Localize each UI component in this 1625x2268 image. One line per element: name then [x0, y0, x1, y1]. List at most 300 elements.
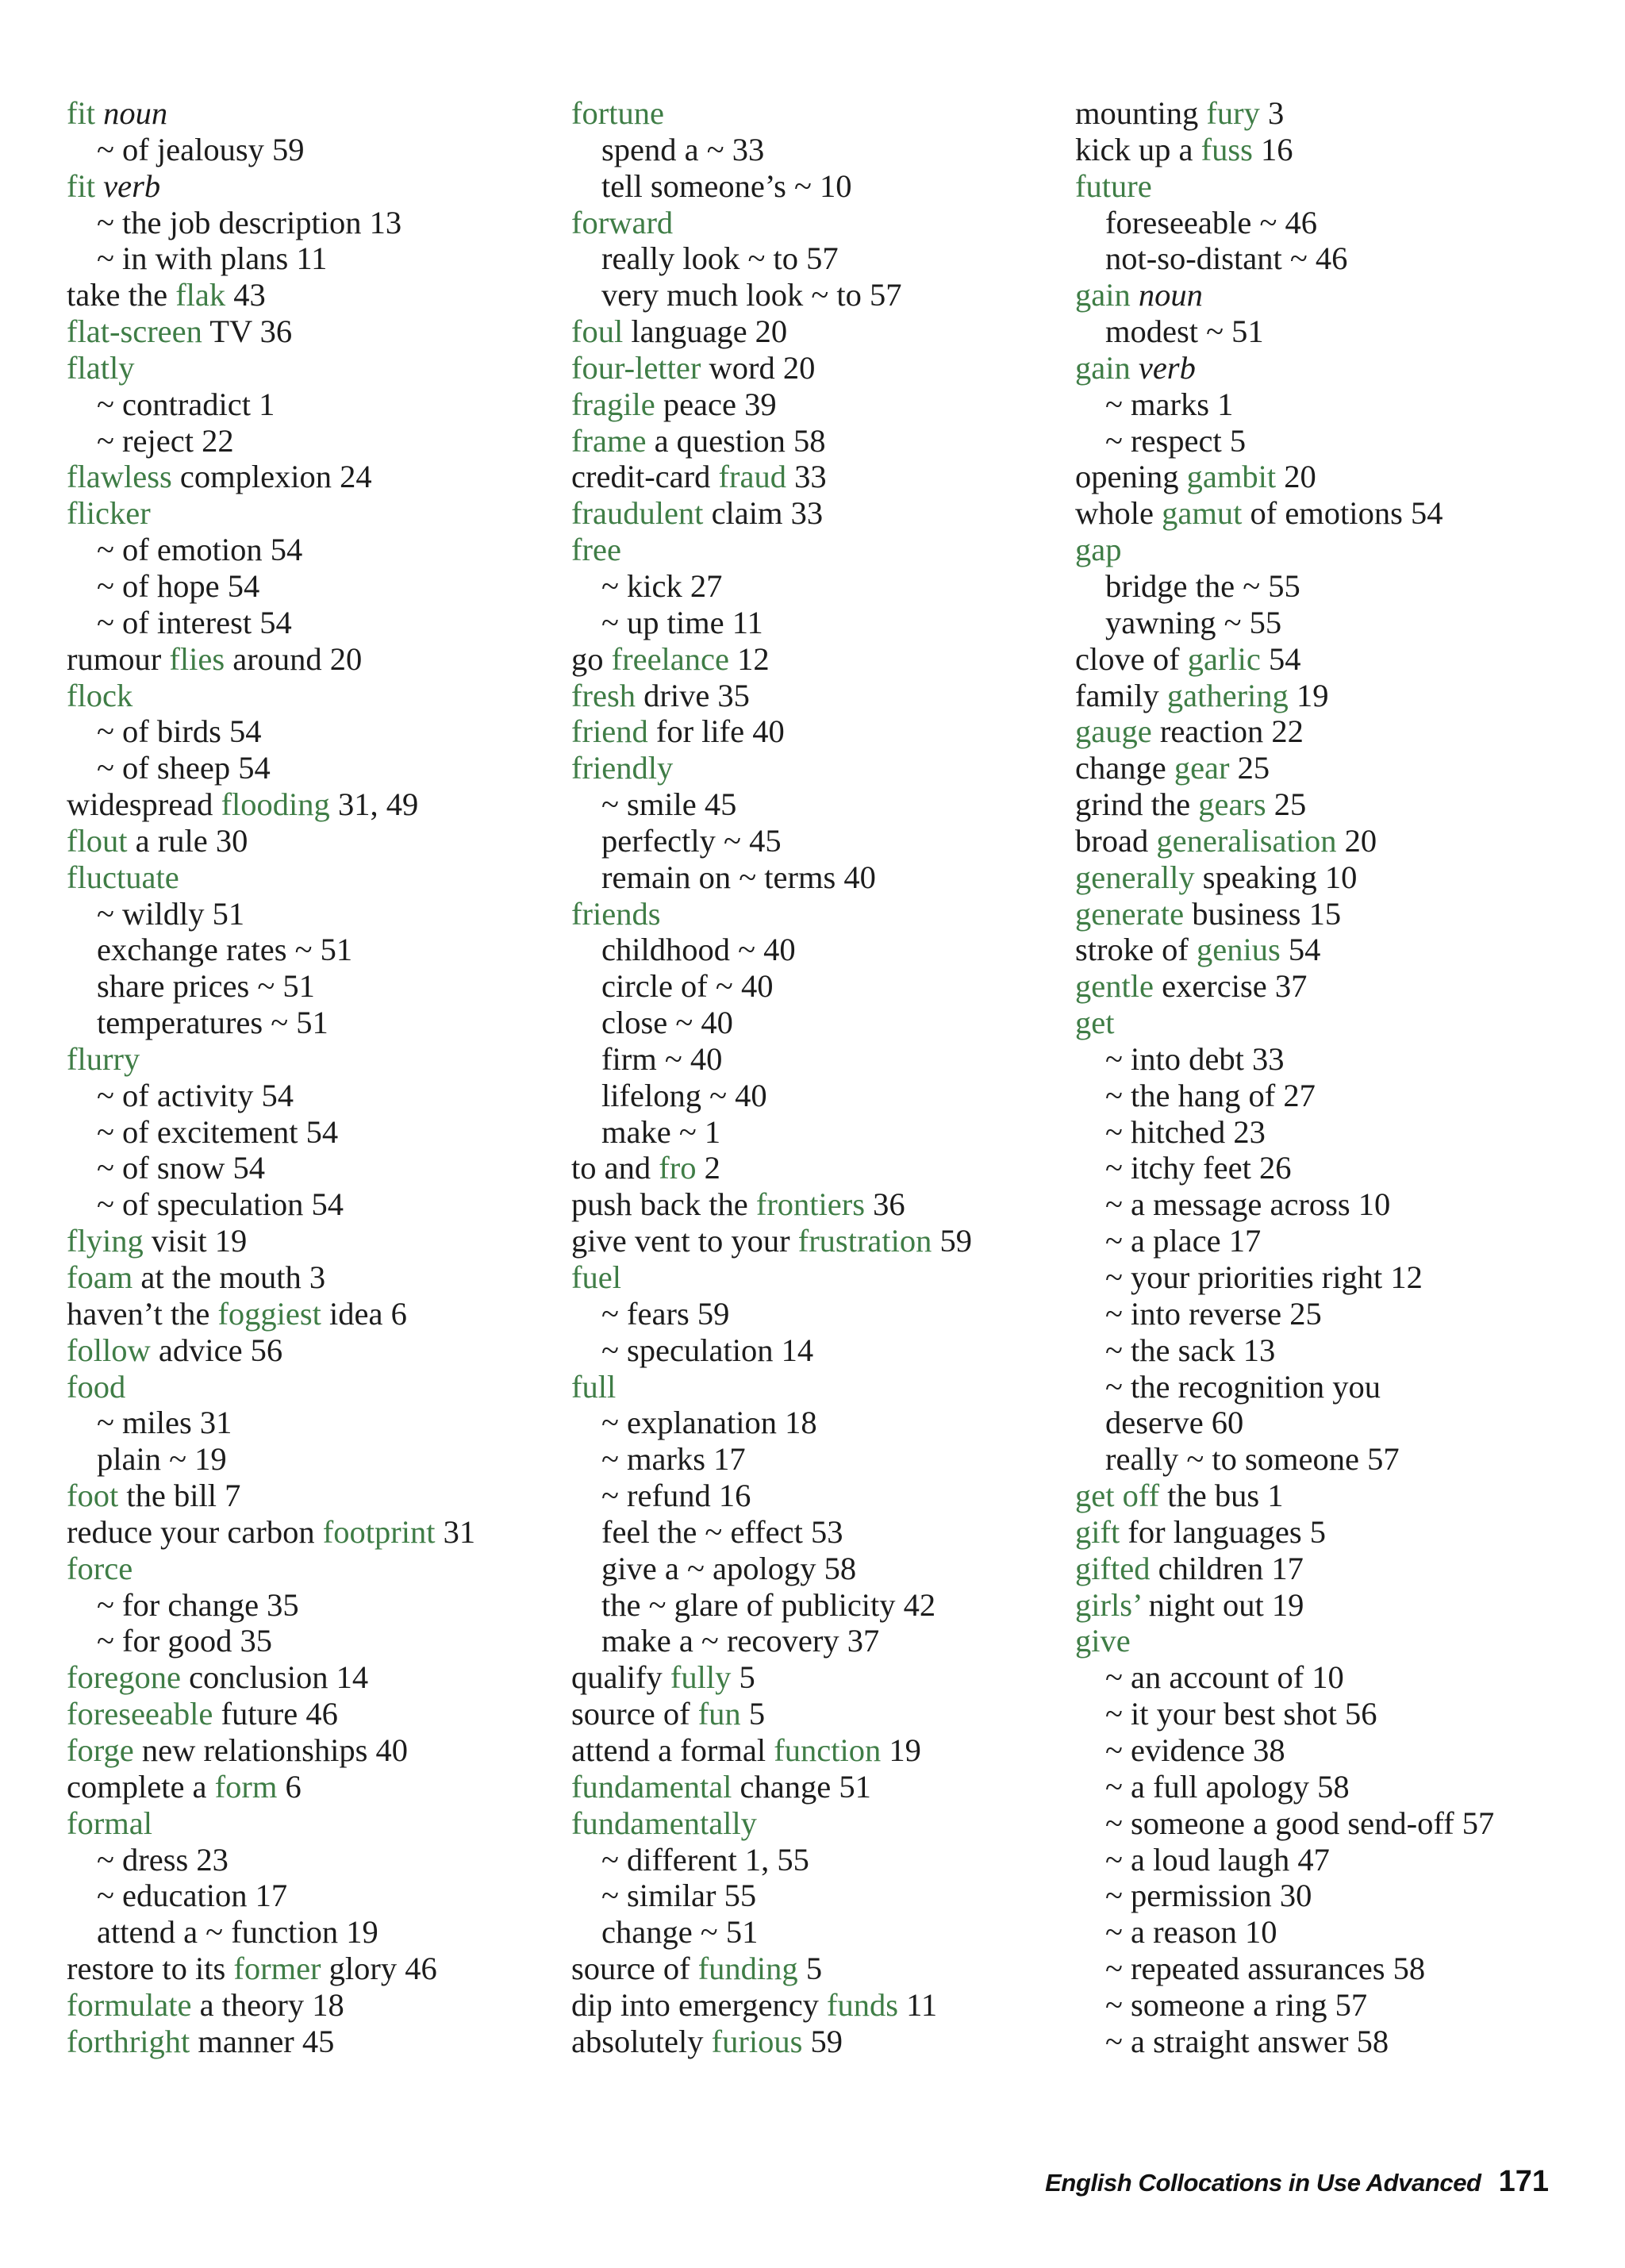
page-footer — [1045, 2165, 1549, 2199]
index-entry — [1075, 459, 1583, 495]
entry-text: plain ~ 19 — [97, 1441, 227, 1478]
entry-text: peace 39 — [655, 386, 777, 422]
index-subentry — [571, 1478, 1063, 1514]
headword: fluctuate — [67, 859, 179, 895]
headword: former — [233, 1951, 321, 1987]
index-subentry — [67, 1914, 559, 1951]
index-entry — [571, 532, 1063, 568]
entry-text: glory 46 — [321, 1951, 437, 1987]
entry-text: 20 — [1336, 822, 1377, 859]
index-entry — [571, 95, 1063, 132]
headword: garlic — [1187, 640, 1261, 677]
entry-text: ~ respect 5 — [1105, 422, 1247, 459]
index-entry — [67, 1732, 559, 1769]
index-entry — [67, 1987, 559, 2024]
index-entry — [1075, 1623, 1583, 1659]
headword: foam — [67, 1259, 133, 1295]
index-subentry — [1075, 386, 1583, 423]
index-subentry — [1075, 1805, 1583, 1842]
headword: gamut — [1162, 495, 1243, 532]
entry-text — [95, 168, 103, 204]
headword: future — [1075, 167, 1152, 204]
entry-text: ~ someone a good send-off 57 — [1105, 1805, 1495, 1841]
entry-text: whole — [1075, 495, 1162, 532]
headword: fortune — [571, 95, 664, 131]
entry-text: ~ fears 59 — [601, 1295, 730, 1332]
index-subentry — [571, 1914, 1063, 1951]
headword: genius — [1196, 932, 1281, 968]
index-subentry — [571, 1514, 1063, 1551]
index-column-3 — [1075, 95, 1583, 2060]
headword: fuel — [571, 1259, 621, 1295]
index-subentry — [571, 1441, 1063, 1478]
index-subentry — [1075, 1332, 1583, 1369]
index-subentry — [1075, 1769, 1583, 1805]
index-subentry — [571, 859, 1063, 896]
headword: give — [1075, 1623, 1131, 1659]
index-entry — [571, 205, 1063, 241]
headword: friendly — [571, 750, 674, 786]
entry-text: very much look ~ to 57 — [601, 277, 902, 313]
headword: forward — [571, 204, 674, 240]
entry-text: ~ of excitement 54 — [97, 1113, 339, 1150]
index-subentry — [571, 786, 1063, 823]
entry-text: 2 — [696, 1150, 720, 1186]
index-entry — [571, 1951, 1063, 1987]
entry-text: ~ explanation 18 — [601, 1405, 817, 1441]
entry-text: 36 — [865, 1186, 905, 1223]
entry-text: 25 — [1266, 786, 1307, 823]
index-entry — [571, 1150, 1063, 1186]
headword: force — [67, 1550, 133, 1586]
entry-text: ~ of sheep 54 — [97, 750, 271, 786]
entry-text: ~ into debt 33 — [1105, 1040, 1285, 1077]
headword: gathering — [1166, 677, 1289, 713]
entry-text: a rule 30 — [127, 822, 248, 859]
entry-text: reaction 22 — [1151, 713, 1304, 750]
entry-text: 31 — [435, 1513, 476, 1550]
index-entry — [571, 713, 1063, 750]
index-subentry — [571, 1114, 1063, 1151]
index-entry — [571, 423, 1063, 459]
index-subentry — [67, 968, 559, 1005]
index-entry — [67, 313, 559, 350]
entry-text: a theory 18 — [191, 1986, 344, 2023]
index-entry — [1075, 968, 1583, 1005]
entry-text: 31, 49 — [329, 786, 419, 823]
headword: follow — [67, 1332, 151, 1368]
entry-text: idea 6 — [321, 1295, 407, 1332]
headword: fresh — [571, 677, 636, 713]
entry-text: for languages 5 — [1120, 1513, 1327, 1550]
entry-text: ~ an account of 10 — [1105, 1659, 1344, 1696]
entry-text: ~ wildly 51 — [97, 895, 245, 932]
entry-text: ~ someone a ring 57 — [1105, 1986, 1368, 2023]
entry-text: exercise 37 — [1153, 968, 1308, 1005]
index-subentry — [67, 1005, 559, 1041]
index-subentry — [571, 277, 1063, 313]
entry-text: 19 — [1288, 677, 1329, 713]
headword: flat-screen — [67, 313, 202, 350]
index-entry — [1075, 896, 1583, 932]
index-subentry — [1075, 605, 1583, 641]
headword: footprint — [322, 1513, 436, 1550]
entry-text: really look ~ to 57 — [601, 240, 839, 277]
index-subentry — [1075, 1732, 1583, 1769]
entry-text: ~ a full apology 58 — [1105, 1768, 1350, 1805]
entry-text: go — [571, 640, 612, 677]
headword: flooding — [221, 786, 330, 823]
index-entry — [571, 1987, 1063, 2024]
entry-text: ~ miles 31 — [97, 1405, 232, 1441]
entry-text: ~ of emotion 54 — [97, 532, 303, 568]
index-subentry — [67, 896, 559, 932]
entry-text: not-so-distant ~ 46 — [1105, 240, 1348, 277]
index-entry — [571, 386, 1063, 423]
index-entry — [571, 1223, 1063, 1259]
headword: fun — [697, 1696, 741, 1732]
entry-text: ~ education 17 — [97, 1878, 288, 1914]
headword: get — [1075, 1005, 1115, 1041]
index-entry — [67, 350, 559, 386]
entry-text: ~ the sack 13 — [1105, 1332, 1276, 1368]
entry-text: perfectly ~ 45 — [601, 822, 782, 859]
entry-text: around 20 — [225, 640, 363, 677]
headword: funds — [827, 1986, 899, 2023]
index-subentry — [1075, 1842, 1583, 1878]
entry-text: 3 — [1259, 95, 1285, 131]
entry-text: give a ~ apology 58 — [601, 1550, 857, 1586]
entry-text: 16 — [1252, 131, 1293, 167]
headword: fit — [67, 95, 95, 131]
index-subentry — [67, 750, 559, 786]
headword: furious — [711, 2023, 803, 2059]
index-entry — [1075, 132, 1583, 168]
index-entry — [571, 750, 1063, 786]
entry-text: ~ of activity 54 — [97, 1077, 294, 1113]
entry-text: opening — [1075, 459, 1187, 495]
entry-text: widespread — [67, 786, 221, 823]
entry-text: 11 — [898, 1986, 938, 2023]
headword: fury — [1206, 95, 1260, 131]
entry-text: ~ a straight answer 58 — [1105, 2023, 1389, 2059]
index-entry — [67, 678, 559, 714]
index-subentry — [67, 713, 559, 750]
entry-text: ~ it your best shot 56 — [1105, 1696, 1377, 1732]
index-subentry — [1075, 205, 1583, 241]
entry-text: give vent to your — [571, 1223, 798, 1259]
entry-text: credit-card — [571, 459, 719, 495]
entry-text: ~ a loud laugh 47 — [1105, 1841, 1330, 1878]
index-entry — [67, 1332, 559, 1369]
headword: function — [774, 1732, 882, 1768]
headword: forge — [67, 1732, 134, 1768]
headword: flicker — [67, 495, 151, 532]
entry-text: visit 19 — [143, 1223, 248, 1259]
index-entry — [1075, 277, 1583, 313]
entry-text: change — [1075, 750, 1174, 786]
headword: gears — [1198, 786, 1266, 823]
entry-text: advice 56 — [150, 1332, 283, 1368]
index-subentry — [67, 1114, 559, 1151]
headword: frame — [571, 422, 647, 459]
headword: form — [214, 1768, 278, 1805]
headword: friend — [571, 713, 648, 750]
index-entry — [1075, 532, 1583, 568]
headword: gap — [1075, 532, 1122, 568]
index-subentry — [571, 932, 1063, 968]
entry-text: ~ a reason 10 — [1105, 1914, 1277, 1951]
entry-text: 6 — [277, 1768, 302, 1805]
index-subentry — [1075, 1078, 1583, 1114]
entry-text: ~ the hang of 27 — [1105, 1077, 1316, 1113]
entry-text: language 20 — [623, 313, 788, 350]
entry-text: yawning ~ 55 — [1105, 604, 1282, 640]
entry-text: deserve 60 — [1105, 1405, 1244, 1441]
index-entry — [67, 2024, 559, 2060]
entry-text: ~ of speculation 54 — [97, 1186, 344, 1223]
index-subentry — [1075, 1987, 1583, 2024]
index-entry — [571, 1805, 1063, 1842]
entry-text: attend a ~ function 19 — [97, 1914, 378, 1951]
index-subentry — [1075, 240, 1583, 277]
index-subentry — [67, 1186, 559, 1223]
headword: flies — [169, 640, 225, 677]
entry-text: exchange rates ~ 51 — [97, 932, 353, 968]
index-entry — [67, 1551, 559, 1587]
entry-text: 19 — [881, 1732, 921, 1768]
headword: fuss — [1201, 131, 1253, 167]
index-entry — [67, 786, 559, 823]
index-entry — [1075, 168, 1583, 205]
entry-text: complete a — [67, 1768, 215, 1805]
index-subentry — [67, 240, 559, 277]
headword: flock — [67, 677, 133, 713]
index-subentry — [67, 1878, 559, 1914]
entry-text: tell someone’s ~ 10 — [601, 167, 852, 204]
index-entry — [67, 168, 559, 205]
entry-text: temperatures ~ 51 — [97, 1005, 328, 1041]
entry-text: share prices ~ 51 — [97, 968, 315, 1005]
entry-text: ~ kick 27 — [601, 567, 723, 604]
entry-text: ~ marks 17 — [601, 1441, 746, 1478]
entry-text: rumour — [67, 640, 170, 677]
entry-text: close ~ 40 — [601, 1005, 733, 1041]
index-subentry — [571, 1587, 1063, 1624]
index-subentry — [1075, 1369, 1583, 1405]
headword: fragile — [571, 386, 655, 422]
entry-text: ~ similar 55 — [601, 1878, 757, 1914]
entry-text: clove of — [1075, 640, 1188, 677]
entry-text: for life 40 — [647, 713, 785, 750]
index-subentry — [1075, 1259, 1583, 1296]
headword: full — [571, 1368, 617, 1405]
index-subentry — [1075, 423, 1583, 459]
entry-text: circle of ~ 40 — [601, 968, 774, 1005]
index-entry — [571, 350, 1063, 386]
entry-text: make a ~ recovery 37 — [601, 1623, 880, 1659]
entry-text: 59 — [802, 2023, 843, 2059]
headword: fundamental — [571, 1768, 732, 1805]
entry-text: speaking 10 — [1194, 859, 1358, 895]
headword: foregone — [67, 1659, 181, 1696]
entry-text: ~ repeated assurances 58 — [1105, 1951, 1426, 1987]
headword: gauge — [1075, 713, 1152, 750]
headword: fundamentally — [571, 1805, 757, 1841]
index-subentry — [1075, 1441, 1583, 1478]
headword: flatly — [67, 349, 135, 386]
index-subentry — [1075, 568, 1583, 605]
part-of-speech: noun — [1138, 277, 1203, 313]
index-entry — [1075, 932, 1583, 968]
headword: generate — [1075, 895, 1185, 932]
index-entry — [67, 1296, 559, 1332]
index-entry — [67, 1478, 559, 1514]
entry-text: ~ speculation 14 — [601, 1332, 814, 1368]
index-entry — [67, 1659, 559, 1696]
entry-text: a question 58 — [646, 422, 826, 459]
entry-text: of emotions 54 — [1242, 495, 1443, 532]
index-subentry — [67, 1078, 559, 1114]
entry-text: at the mouth 3 — [133, 1259, 326, 1295]
entry-text: ~ itchy feet 26 — [1105, 1150, 1292, 1186]
index-entry — [571, 896, 1063, 932]
index-subentry — [67, 1623, 559, 1659]
entry-text: 25 — [1229, 750, 1270, 786]
headword: formal — [67, 1805, 152, 1841]
index-entry — [571, 678, 1063, 714]
index-subentry — [67, 1441, 559, 1478]
entry-text: source of — [571, 1951, 698, 1987]
entry-text: grind the — [1075, 786, 1199, 823]
index-entry — [67, 1369, 559, 1405]
headword: gift — [1075, 1513, 1120, 1550]
index-subentry — [571, 605, 1063, 641]
index-entry — [1075, 95, 1583, 132]
entry-text: 12 — [728, 640, 770, 677]
headword: gear — [1174, 750, 1230, 786]
index-entry — [67, 823, 559, 859]
entry-text: ~ of hope 54 — [97, 567, 260, 604]
part-of-speech: verb — [1138, 349, 1196, 386]
index-entry — [67, 1696, 559, 1732]
entry-text: the bus 1 — [1159, 1478, 1284, 1514]
entry-text: childhood ~ 40 — [601, 932, 796, 968]
index-entry — [571, 1659, 1063, 1696]
entry-text: ~ up time 11 — [601, 604, 763, 640]
index-subentry — [67, 1150, 559, 1186]
entry-text: modest ~ 51 — [1105, 313, 1264, 350]
index-subentry — [571, 1005, 1063, 1041]
entry-text: ~ of birds 54 — [97, 713, 262, 750]
index-entry — [1075, 823, 1583, 859]
index-entry — [1075, 1478, 1583, 1514]
entry-text: new relationships 40 — [133, 1732, 409, 1768]
headword: foreseeable — [67, 1696, 213, 1732]
entry-text: ~ for change 35 — [97, 1586, 299, 1623]
index-subentry — [67, 1405, 559, 1441]
entry-text: take the — [67, 277, 176, 313]
index-entry — [571, 495, 1063, 532]
entry-text: 33 — [786, 459, 827, 495]
index-entry — [571, 2024, 1063, 2060]
entry-text: really ~ to someone 57 — [1105, 1441, 1400, 1478]
index-subentry — [1075, 1223, 1583, 1259]
index-subentry — [571, 1842, 1063, 1878]
index-subentry — [67, 205, 559, 241]
headword: girls’ — [1075, 1586, 1141, 1623]
headword: generally — [1075, 859, 1195, 895]
entry-text: qualify — [571, 1659, 670, 1696]
entry-text: ~ for good 35 — [97, 1623, 273, 1659]
index-subentry — [571, 240, 1063, 277]
index-subentry — [1075, 1878, 1583, 1914]
index-entry — [571, 1732, 1063, 1769]
index-subentry — [571, 1405, 1063, 1441]
entry-text: 54 — [1260, 640, 1301, 677]
index-entry — [1075, 1514, 1583, 1551]
index-subentry — [571, 968, 1063, 1005]
index-entry — [1075, 495, 1583, 532]
headword: gain — [1075, 277, 1131, 313]
index-entry — [571, 1769, 1063, 1805]
entry-text: 43 — [225, 277, 266, 313]
index-column-2 — [571, 95, 1063, 2060]
index-entry — [67, 95, 559, 132]
entry-text: manner 45 — [190, 2023, 335, 2059]
index-subentry — [1075, 1696, 1583, 1732]
index-entry — [67, 641, 559, 678]
entry-text: dip into emergency — [571, 1986, 828, 2023]
headword: flout — [67, 822, 128, 859]
headword: freelance — [611, 640, 729, 677]
entry-text: night out 19 — [1140, 1586, 1304, 1623]
entry-text: ~ dress 23 — [97, 1841, 229, 1878]
index-subentry — [67, 932, 559, 968]
index-subentry — [67, 532, 559, 568]
headword: food — [67, 1368, 126, 1405]
entry-text — [1131, 277, 1139, 313]
entry-text: ~ hitched 23 — [1105, 1113, 1266, 1150]
entry-text — [1131, 350, 1139, 386]
headword: friends — [571, 895, 661, 932]
index-entry — [571, 641, 1063, 678]
entry-text: conclusion 14 — [180, 1659, 369, 1696]
headword: fully — [670, 1659, 732, 1696]
headword: frontiers — [755, 1186, 866, 1223]
entry-text: restore to its — [67, 1951, 234, 1987]
index-subentry — [1075, 1914, 1583, 1951]
headword: foul — [571, 313, 624, 350]
index-entry — [571, 1369, 1063, 1405]
headword: flak — [175, 277, 226, 313]
index-subentry — [1075, 1114, 1583, 1151]
headword: fraud — [718, 459, 786, 495]
index-subentry — [1075, 2024, 1583, 2060]
index-subentry — [571, 823, 1063, 859]
entry-text: mounting — [1075, 95, 1207, 131]
entry-text: haven’t the — [67, 1295, 218, 1332]
index-entry — [67, 1805, 559, 1842]
entry-text: 20 — [1276, 459, 1316, 495]
entry-text: remain on ~ terms 40 — [601, 859, 876, 895]
entry-text: ~ of jealousy 59 — [97, 131, 305, 167]
index-entry — [1075, 641, 1583, 678]
index-subentry — [1075, 1659, 1583, 1696]
entry-text: claim 33 — [703, 495, 824, 532]
entry-text — [95, 95, 103, 131]
entry-text: the ~ glare of publicity 42 — [601, 1586, 936, 1623]
